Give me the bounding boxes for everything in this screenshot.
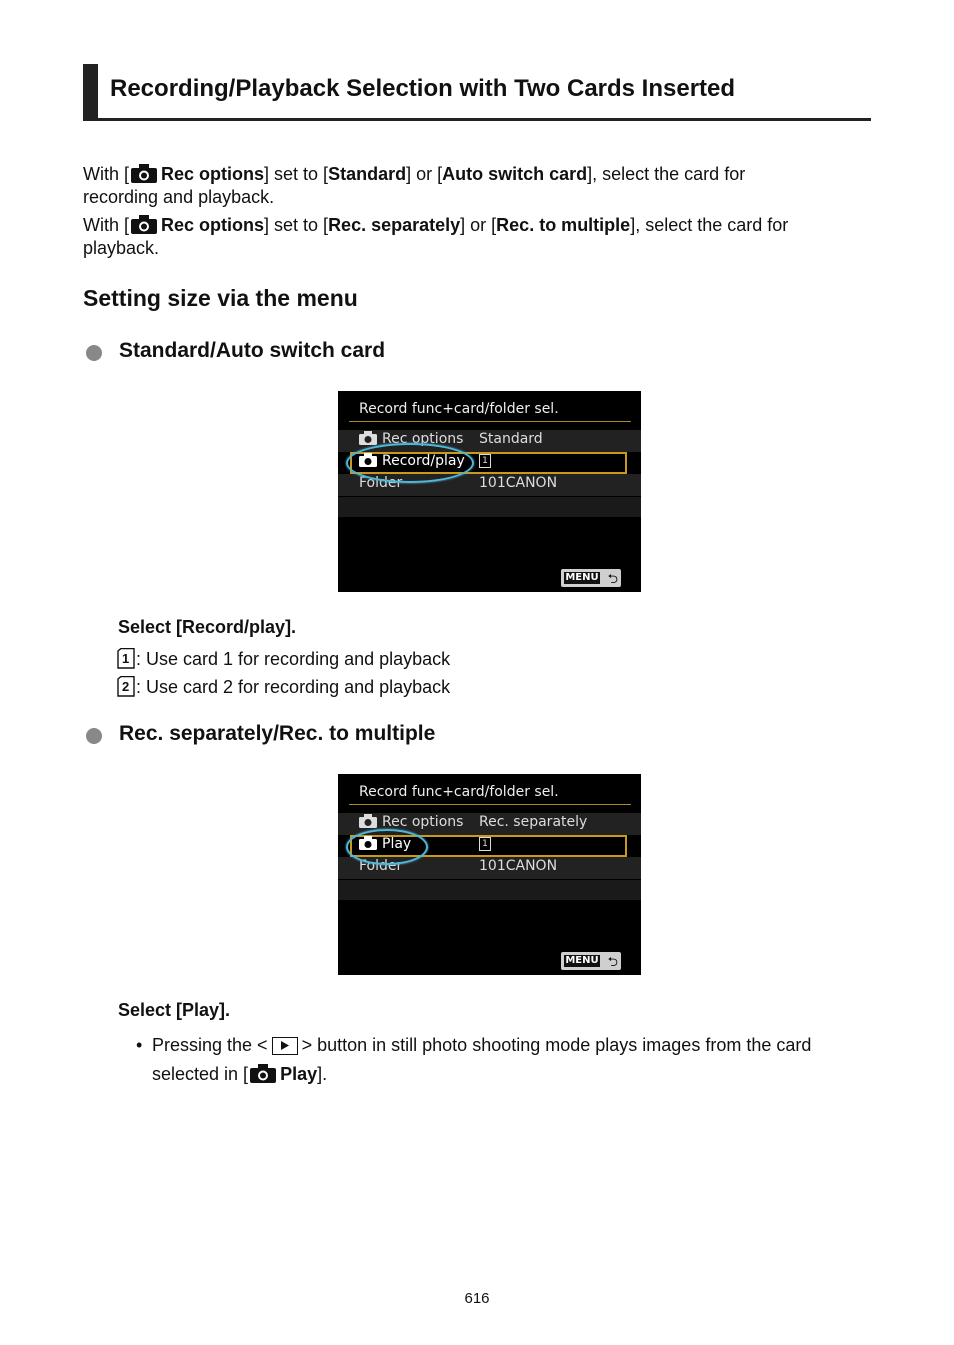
row-value: 101CANON [479, 475, 558, 491]
desc-text: : Use card 1 for recording and playback [136, 649, 451, 669]
intro-paragraph-2 [83, 214, 873, 260]
card-1-icon: 1 [479, 454, 491, 468]
auto-switch-label: Auto switch card [442, 164, 588, 184]
text-span: ], select the card for [630, 215, 789, 235]
camera-screen-1 [338, 391, 641, 592]
text-span: recording and playback. [83, 187, 275, 207]
row-label [359, 814, 463, 830]
menu-row-empty [338, 497, 641, 517]
note-line-2 [152, 1064, 327, 1085]
note-text: selected in [ [152, 1064, 249, 1084]
text-span: ] or [ [406, 164, 443, 184]
play-triangle [273, 1038, 296, 1053]
text-span: ] set to [ [264, 164, 329, 184]
text-span: ], select the card for [587, 164, 746, 184]
row-label-text: Rec options [382, 431, 464, 447]
bullet-dot [86, 728, 102, 744]
screen-title: Record func+card/folder sel. [359, 401, 559, 417]
camera-icon [359, 814, 377, 828]
note-line-1 [152, 1035, 811, 1056]
camera-icon [250, 1064, 276, 1083]
step-2-title: Select [Play]. [118, 1000, 231, 1020]
play-button-icon [272, 1037, 298, 1055]
row-value: 101CANON [479, 858, 558, 874]
return-icon: ⮌ [607, 572, 618, 587]
subsection-title: Setting size via the menu [83, 285, 358, 311]
screen-divider [349, 421, 631, 422]
subsection-heading [83, 285, 358, 312]
note-text: ]. [317, 1064, 328, 1084]
card-1-description [117, 648, 450, 670]
block1-heading: Standard/Auto switch card [119, 339, 386, 362]
intro-paragraph-1 [83, 163, 873, 209]
menu-return-button[interactable] [561, 569, 621, 587]
rec-separately-label: Rec. separately [328, 215, 461, 235]
camera-icon [359, 431, 377, 445]
step-1-title: Select [Record/play]. [118, 617, 297, 637]
highlight-ellipse [346, 443, 474, 483]
card-digit: 2 [122, 679, 130, 694]
menu-row-empty [338, 880, 641, 900]
rec-options-label: Rec options [161, 215, 265, 235]
return-icon: ⮌ [607, 955, 618, 970]
note-bullet: • [136, 1035, 143, 1055]
highlight-ellipse [346, 829, 428, 865]
desc-text: : Use card 2 for recording and playback [136, 677, 451, 697]
row-value [479, 836, 491, 852]
card-1-icon: 1 [479, 837, 491, 851]
standard-label: Standard [328, 164, 407, 184]
row-label-text: Record/play [382, 453, 465, 469]
note-text: Pressing the < [152, 1035, 268, 1055]
card-1-icon [117, 648, 135, 668]
menu-return-button[interactable] [561, 952, 621, 970]
text-span: ] or [ [460, 215, 497, 235]
row-label-text: Rec options [382, 814, 464, 830]
rec-options-label: Rec options [161, 164, 265, 184]
card-2-icon [117, 676, 135, 696]
bullet-dot [86, 345, 102, 361]
menu-label: MENU [565, 955, 599, 966]
note-text: > button in still photo shooting mode plays images from the card [301, 1035, 812, 1055]
title-marker [83, 64, 98, 121]
text-span: playback. [83, 238, 160, 258]
row-value [479, 453, 491, 469]
menu-label: MENU [565, 572, 599, 583]
screen-divider [349, 804, 631, 805]
play-label: Play [280, 1064, 318, 1084]
text-span: With [ [83, 215, 130, 235]
row-value: Rec. separately [479, 814, 588, 830]
row-label: Folder [359, 858, 403, 874]
camera-screen-2 [338, 774, 641, 975]
block2-heading: Rec. separately/Rec. to multiple [119, 722, 436, 745]
camera-icon [131, 215, 157, 234]
card-2-description [117, 676, 450, 698]
screen-title: Record func+card/folder sel. [359, 784, 559, 800]
section-header [83, 64, 871, 121]
page-number: 616 [464, 1290, 490, 1307]
camera-icon [131, 164, 157, 183]
text-span: ] set to [ [264, 215, 329, 235]
text-span: With [ [83, 164, 130, 184]
row-label: Folder [359, 475, 403, 491]
row-value: Standard [479, 431, 543, 447]
rec-to-multiple-label: Rec. to multiple [496, 215, 631, 235]
row-label-text: Play [382, 836, 412, 852]
section-title: Recording/Playback Selection with Two Cards Inserted [110, 75, 736, 102]
card-digit: 1 [122, 651, 130, 666]
